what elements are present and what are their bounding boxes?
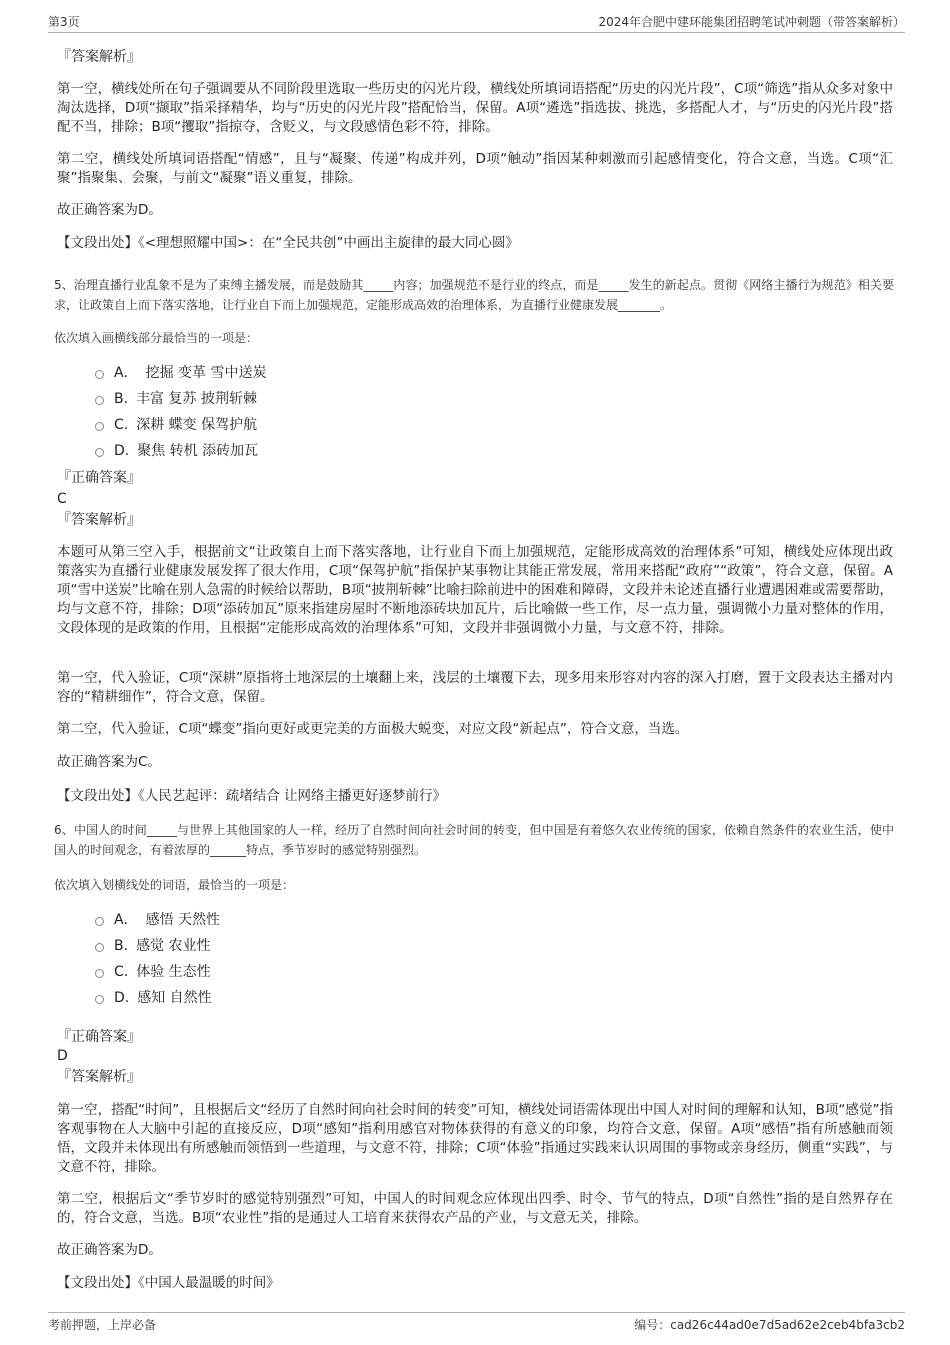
analysis-paragraph: 第二空，横线处所填词语搭配“情感”，且与“凝聚、传递”构成并列，D项“触动”指因某种刺激而引起感情变化，符合文意，当选。C项“汇聚”指聚集、会聚，与前文“凝聚”语义重复，排除。 bbox=[57, 151, 893, 186]
document-title: 2024年合肥中建环能集团招聘笔试冲刺题（带答案解析） bbox=[598, 15, 905, 29]
radio-icon[interactable] bbox=[95, 396, 104, 405]
option-c[interactable]: C. 体验 生态性 bbox=[95, 959, 220, 985]
analysis-paragraph: 第一空，代入验证，C项“深耕”原指将土地深层的土壤翻上来，浅层的土壤覆下去，现多用来形容对内容的深入打磨，置于文段表达主播对内容的“精耕细作”，符合文意，保留。 bbox=[57, 670, 893, 705]
question-5-prompt: 依次填入画横线部分最恰当的一项是： bbox=[54, 331, 259, 345]
option-a[interactable]: A． 感悟 天然性 bbox=[95, 907, 220, 933]
option-b[interactable]: B. 感觉 农业性 bbox=[95, 933, 220, 959]
analysis-label: 『答案解析』 bbox=[57, 49, 141, 65]
analysis-label: 『答案解析』 bbox=[57, 1069, 141, 1085]
page-number: 第3页 bbox=[48, 15, 80, 29]
page-header bbox=[48, 10, 905, 33]
correct-answer-label: 『正确答案』 bbox=[57, 470, 141, 486]
option-c[interactable]: C. 深耕 蝶变 保驾护航 bbox=[95, 412, 266, 438]
radio-icon[interactable] bbox=[95, 917, 104, 926]
correct-answer: C bbox=[57, 491, 67, 507]
question-6-options bbox=[95, 907, 220, 1011]
radio-icon[interactable] bbox=[95, 370, 104, 379]
analysis-label: 『答案解析』 bbox=[57, 512, 141, 528]
source-citation: 【文段出处】《中国人最温暖的时间》 bbox=[57, 1275, 280, 1291]
question-5-text: 5、治理直播行业乱象不是为了束缚主播发展，而是鼓励其_____内容；加强规范不是行业的终点，而是_____发生的新起点。贯彻《网络主播行为规范》相关要求，让政策自上而下落实落地，让行业自下而上加强规范，定能形成高效的治理体系，为直播行业健康发展_______。 bbox=[54, 278, 894, 312]
radio-icon[interactable] bbox=[95, 448, 104, 457]
radio-icon[interactable] bbox=[95, 995, 104, 1004]
analysis-paragraph: 第二空，代入验证，C项“蝶变”指向更好或更完美的方面极大蜕变，对应文段“新起点”，符合文意，当选。 bbox=[57, 721, 689, 737]
radio-icon[interactable] bbox=[95, 969, 104, 978]
correct-answer-label: 『正确答案』 bbox=[57, 1029, 141, 1045]
radio-icon[interactable] bbox=[95, 422, 104, 431]
option-b[interactable]: B. 丰富 复苏 披荆斩棘 bbox=[95, 386, 266, 412]
option-d[interactable]: D. 感知 自然性 bbox=[95, 985, 220, 1011]
question-6-text: 6、中国人的时间_____与世界上其他国家的人一样，经历了自然时间向社会时间的转变，但中国是有着悠久农业传统的国家，依赖自然条件的农业生活，使中国人的时间观念，有着浓厚的______特点，季节岁时的感觉特别强烈。 bbox=[54, 823, 894, 857]
analysis-paragraph: 第一空，横线处所在句子强调要从不同阶段里选取一些历史的闪光片段，横线处所填词语搭配“历史的闪光片段”，C项“筛选”指从众多对象中淘汰选择，D项“撷取”指采择精华，均与“历史的闪光片段”搭配恰当，保留。A项“遴选”指选拔、挑选，多搭配人才，与“历史的闪光片段”搭配不当，排除；B项“攫取”指掠夺，含贬义，与文段感情色彩不符，排除。 bbox=[57, 81, 893, 135]
option-d[interactable]: D. 聚焦 转机 添砖加瓦 bbox=[95, 438, 266, 464]
source-citation: 【文段出处】《人民艺起评：疏堵结合 让网络主播更好逐梦前行》 bbox=[57, 788, 447, 804]
analysis-conclusion: 故正确答案为C。 bbox=[57, 754, 161, 770]
correct-answer: D bbox=[57, 1048, 68, 1064]
question-6-prompt: 依次填入划横线处的词语，最恰当的一项是： bbox=[54, 878, 295, 892]
analysis-paragraph: 第一空，搭配“时间”，且根据后文“经历了自然时间向社会时间的转变”可知，横线处词语需体现出中国人对时间的理解和认知，B项“感觉”指客观事物在人大脑中引起的直接反应，D项“感知”指利用感官对物体获得的有意义的印象，均符合文意，保留。A项“感悟”指有所感触而领悟，文段并未体现出有所感触而领悟到一些道理，与文意不符，排除；C项“体验”指通过实践来认识周围的事物或亲身经历，侧重“实践”，与文意不符，排除。 bbox=[57, 1102, 893, 1175]
analysis-paragraph: 第二空，根据后文“季节岁时的感觉特别强烈”可知，中国人的时间观念应体现出四季、时令、节气的特点，D项“自然性”指的是自然界存在的，符合文意，当选。B项“农业性”指的是通过人工培育来获得农产品的产业，与文意无关，排除。 bbox=[57, 1191, 893, 1226]
analysis-paragraph: 本题可从第三空入手，根据前文“让政策自上而下落实落地，让行业自下而上加强规范，定能形成高效的治理体系”可知，横线处应体现出政策落实为直播行业健康发展发挥了很大作用，C项“保驾护航”指保护某事物让其能正常发展，常用来搭配“政府”“政策”，符合文意，保留。A项“雪中送炭”比喻在别人急需的时候给以帮助，B项“披荆斩棘”比喻扫除前进中的困难和障碍，文段并未论述直播行业遭遇困难或需要帮助，均与文意不符，排除；D项“添砖加瓦”原来指建房屋时不断地添砖块加瓦片，后比喻做一些工作，尽一点力量，强调微小力量对整体的作用，文段体现的是政策的作用，且根据“定能形成高效的治理体系”可知，文段并非强调微小力量，与文意不符，排除。 bbox=[57, 544, 893, 636]
document-id: 编号：cad26c44ad0e7d5ad62e2ceb4bfa3cb2 bbox=[634, 1318, 905, 1332]
option-a[interactable]: A． 挖掘 变革 雪中送炭 bbox=[95, 360, 266, 386]
radio-icon[interactable] bbox=[95, 943, 104, 952]
analysis-conclusion: 故正确答案为D。 bbox=[57, 1242, 162, 1258]
page-footer bbox=[48, 1312, 905, 1337]
question-5-options bbox=[95, 360, 266, 464]
source-citation: 【文段出处】《<理想照耀中国>：在“全民共创”中画出主旋律的最大同心圆》 bbox=[57, 235, 519, 251]
footer-slogan: 考前押题，上岸必备 bbox=[48, 1318, 157, 1332]
analysis-conclusion: 故正确答案为D。 bbox=[57, 202, 162, 218]
